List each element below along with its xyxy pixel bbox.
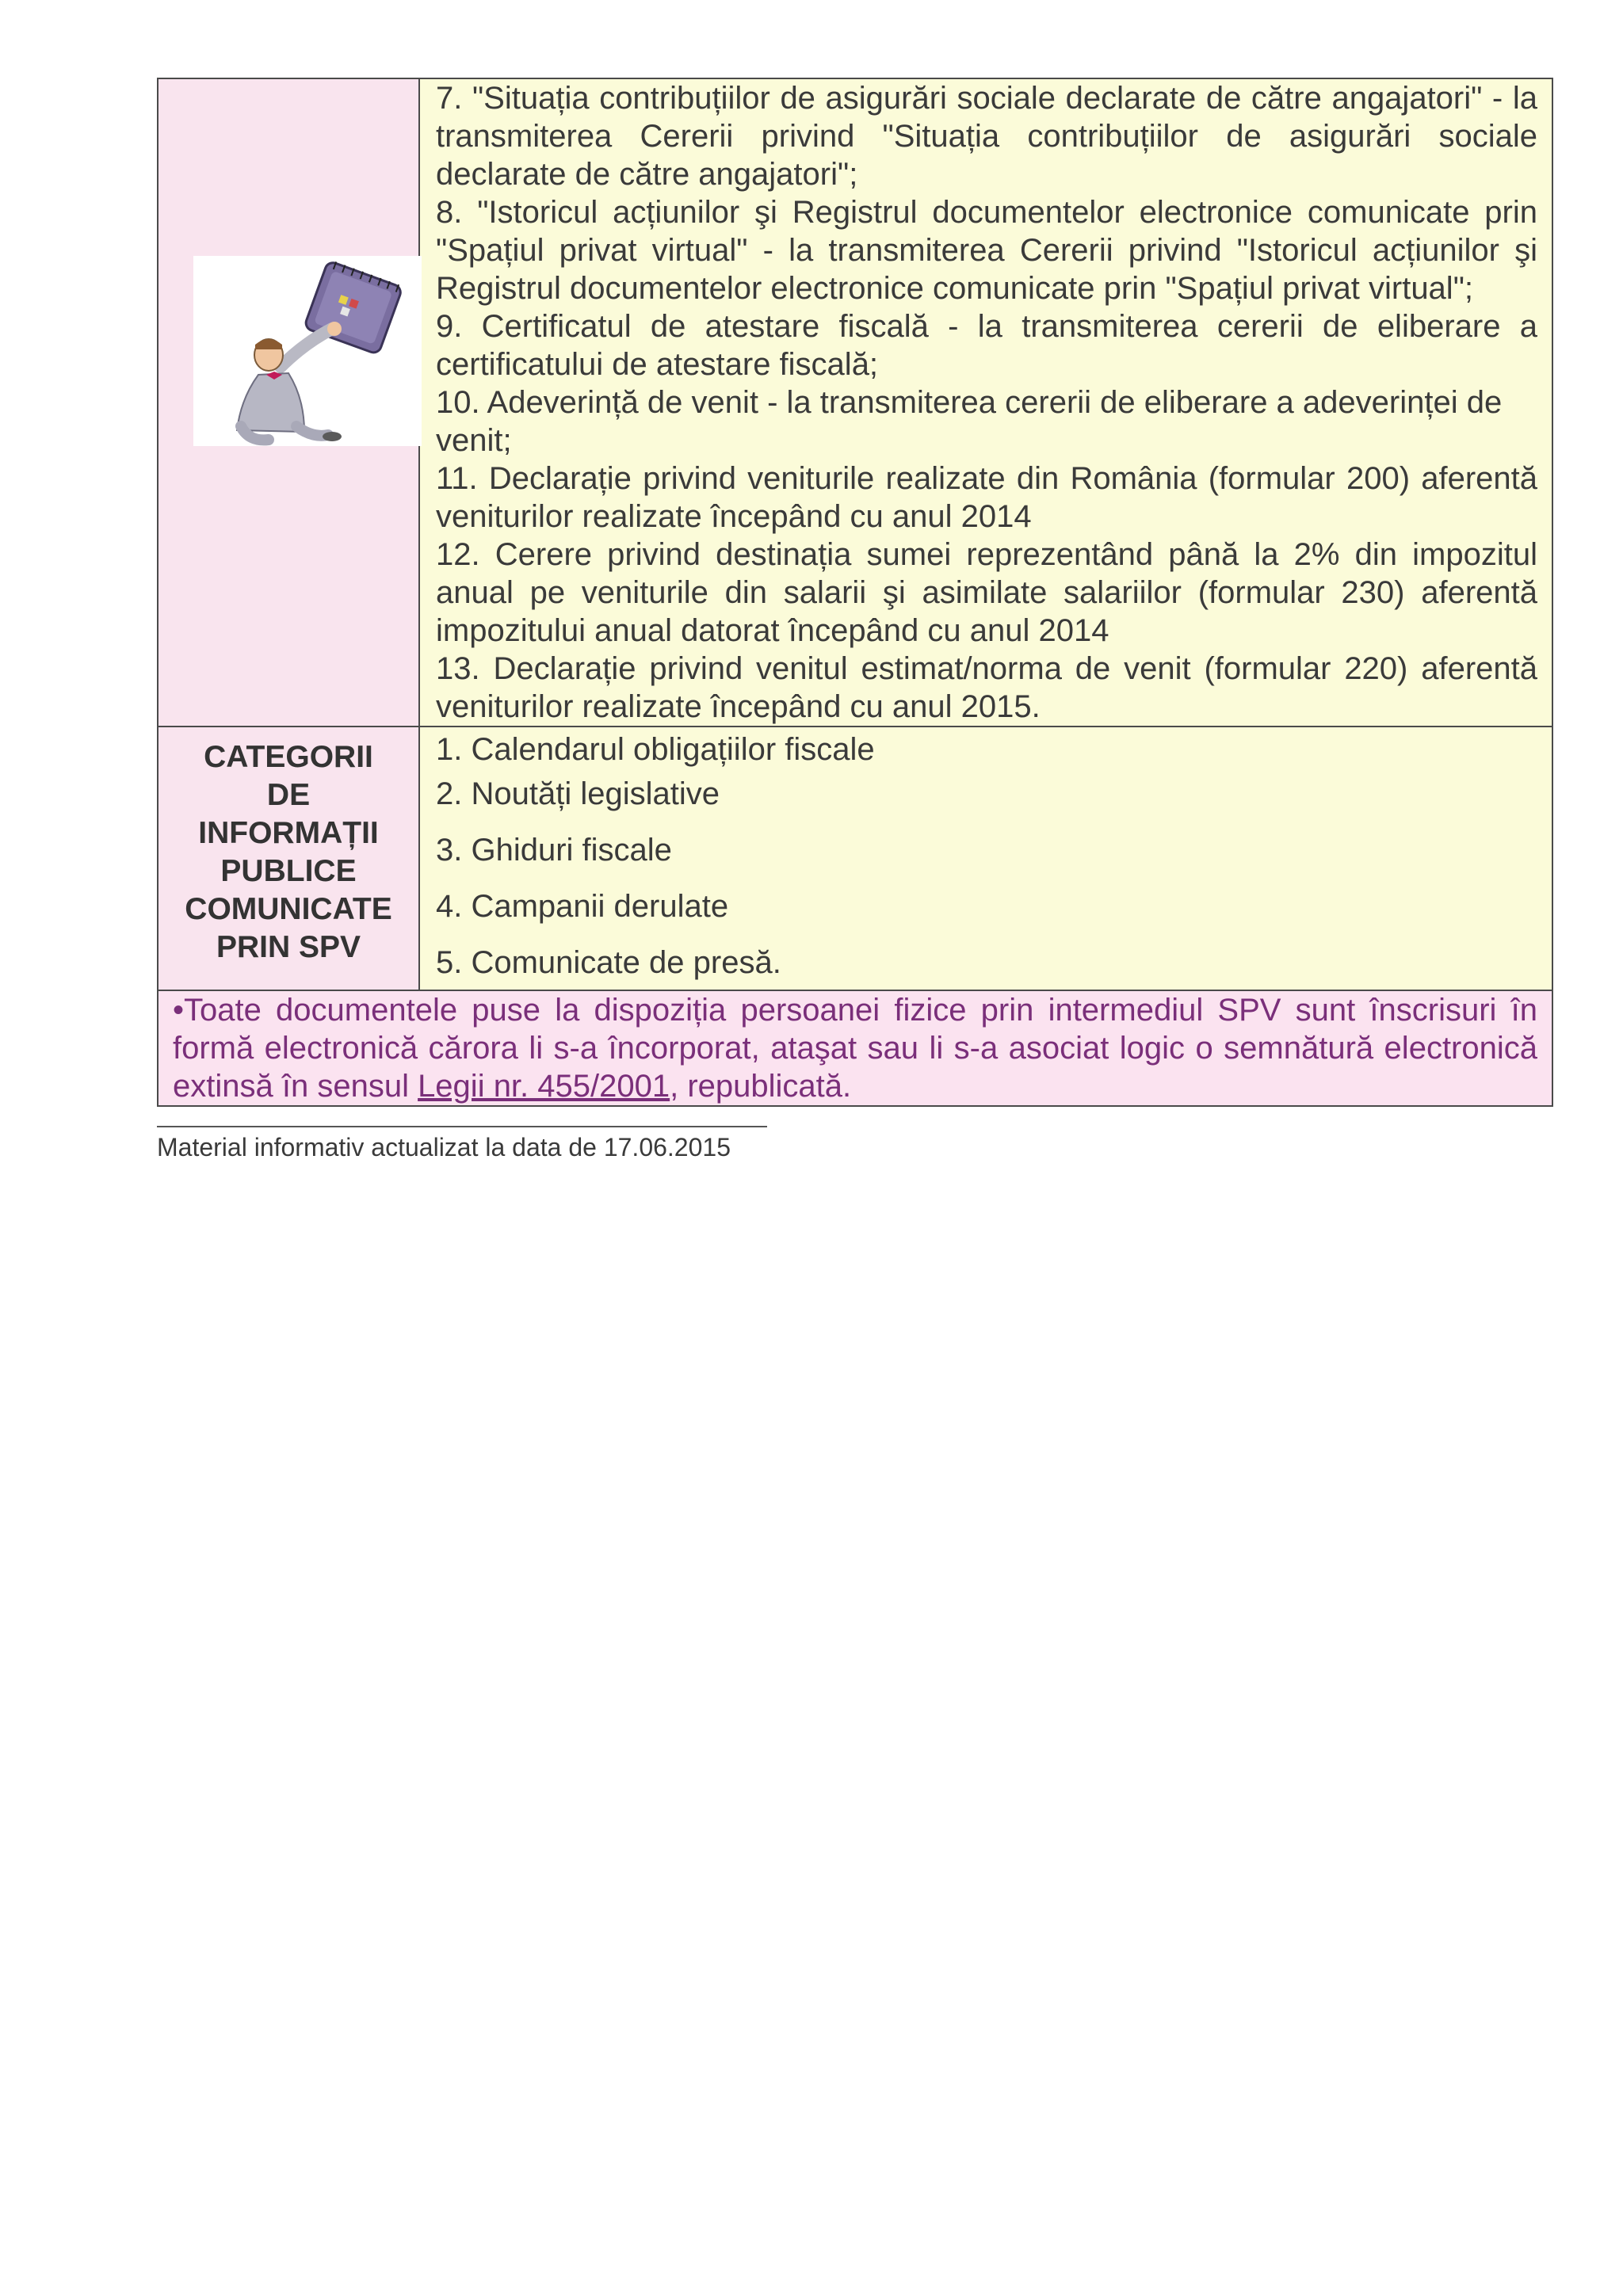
list-item: 3. Ghiduri fiscale [436,833,672,868]
public-info-list [436,727,1537,982]
list-item: 8. "Istoricul acțiunilor şi Registrul documentelor electronice comunicate prin "Spațiul privat virtual" - la transmiterea Cererii privind "Istoricul acțiunilor şi Registrul documentelor electronice comunicate prin "Spațiul privat virtual"; [436,195,1537,306]
footnote-cell [158,990,1552,1106]
documents-cell [419,78,1552,727]
list-item: 9. Certificatul de atestare fiscală - la transmiterea cererii de eliberare a certificatului de atestare fiscală; [436,309,1537,382]
label-line: COMUNICATE [185,892,392,926]
list-item: 4. Campanii derulate [436,889,729,924]
spv-info-table [157,78,1553,1107]
list-item: 11. Declarație privind veniturile realizate din România (formular 200) aferentă veniturilor realizate începând cu anul 2014 [436,461,1537,534]
list-item: 13. Declarație privind venitul estimat/norma de venit (formular 220) aferentă veniturilor realizate începând cu anul 2015. [436,651,1537,724]
public-info-row [158,727,1552,990]
footer-separator [157,1126,767,1127]
list-item: 1. Calendarul obligațiilor fiscale [436,732,875,767]
law-link[interactable]: Legii nr. 455/2001 [418,1069,670,1104]
label-line: INFORMAȚII [198,816,379,850]
list-item: 12. Cerere privind destinația sumei reprezentând până la 2% din impozitul anual pe veniturile din salarii şi asimilate salariilor (formular 230) aferentă impozitului anual datorat începând cu anul 2014 [436,537,1537,648]
public-info-label [158,727,418,967]
label-line: PRIN SPV [216,930,361,964]
footnote-row [158,990,1552,1106]
material-update-note: Material informativ actualizat la data de 17.06.2015 [157,1133,731,1161]
list-item: 7. "Situația contribuțiilor de asigurări sociale declarate de către angajatori" - la transmiterea Cererii privind "Situația contribuțiilor de asigurări sociale declarate de către angajatori"; [436,81,1537,192]
list-item: 5. Comunicate de presă. [436,945,781,980]
man-notebook-illustration-icon [193,256,422,446]
footnote-text-end: , republicată. [670,1069,852,1104]
list-item: 2. Noutăți legislative [436,776,720,811]
label-line: DE [266,778,311,812]
list-item: 10. Adeverință de venit - la transmiterea cererii de eliberare a adeverinței de venit; [436,385,1503,458]
spv-documents-list [436,79,1537,726]
label-line: CATEGORII [204,740,373,774]
public-info-label-cell [158,727,419,990]
footnote-text: •Toate documentele puse la dispoziția persoanei fizice prin intermediul SPV sunt înscrisuri în formă electronică cărora li s-a încorporat, ataşat sau li s-a asociat logic o semnătură electronică extinsă în sensul [173,993,1537,1104]
public-info-list-cell [419,727,1552,990]
label-line: PUBLICE [220,854,357,888]
